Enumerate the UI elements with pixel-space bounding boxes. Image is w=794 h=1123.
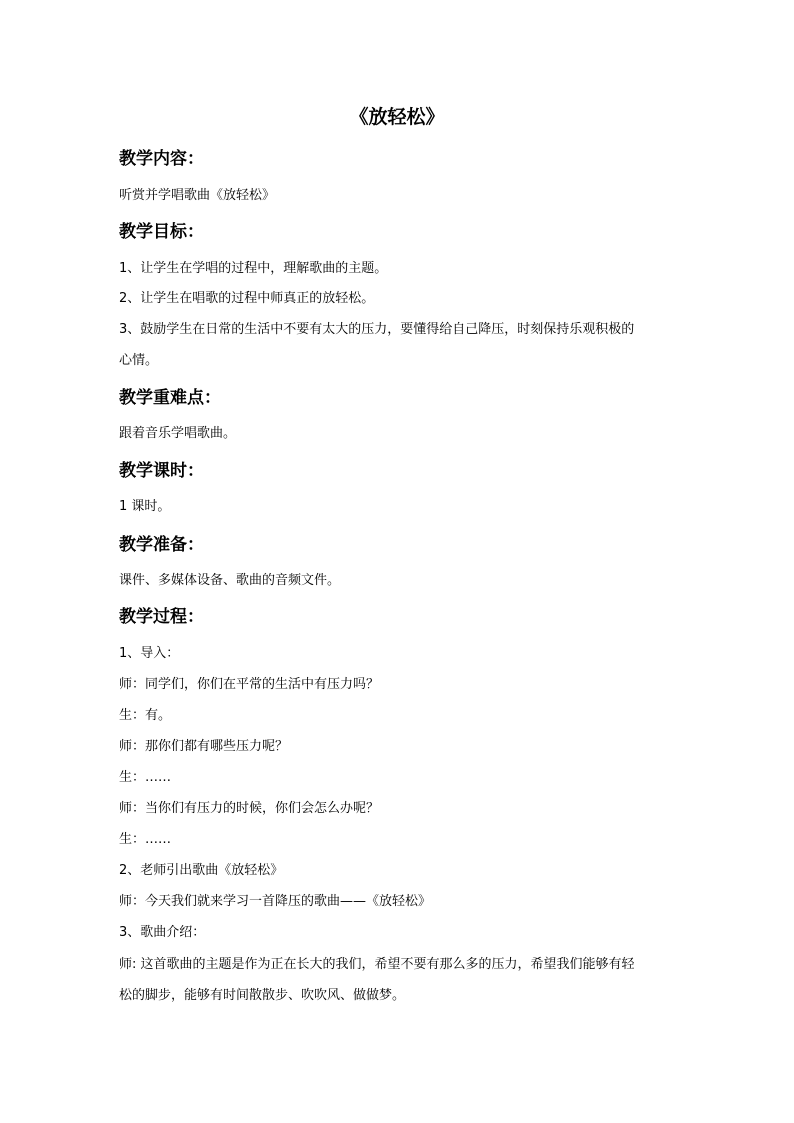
goal-line: 1、让学生在学唱的过程中，理解歌曲的主题。 — [119, 261, 388, 276]
process-line: 生：有。 — [119, 708, 172, 723]
heading-teaching-content: 教学内容： — [119, 149, 204, 169]
process-line: 师：当你们有压力的时候，你们会怎么办呢？ — [119, 801, 380, 816]
goal-line: 3、鼓励学生在日常的生活中不要有太大的压力，要懂得给自己降压，时刻保持乐观积极的 — [119, 322, 635, 337]
process-line: 师：今天我们就来学习一首降压的歌曲——《放轻松》 — [119, 894, 432, 909]
process-line: 师：那你们都有哪些压力呢？ — [119, 739, 289, 754]
process-line: 生：…… — [119, 770, 172, 785]
heading-teaching-process: 教学过程： — [119, 607, 204, 627]
key-point-line: 跟着音乐学唱歌曲。 — [119, 426, 237, 441]
process-line: 3、歌曲介绍： — [119, 925, 206, 940]
document-title: 《放轻松》 — [349, 106, 445, 128]
process-line: 生：…… — [119, 832, 172, 847]
process-line: 师: 这首歌曲的主题是作为正在长大的我们，希望不要有那么多的压力，希望我们能够有轻 — [119, 957, 635, 972]
content-line: 听赏并学唱歌曲《放轻松》 — [119, 188, 276, 203]
process-line: 松的脚步，能够有时间散散步、吹吹风、做做梦。 — [119, 988, 406, 1003]
process-line: 师：同学们，你们在平常的生活中有压力吗？ — [119, 677, 380, 692]
heading-preparation: 教学准备： — [119, 535, 204, 555]
goal-line: 2、让学生在唱歌的过程中师真正的放轻松。 — [119, 291, 375, 306]
heading-class-hours: 教学课时： — [119, 461, 204, 481]
process-line: 2、老师引出歌曲《放轻松》 — [119, 863, 284, 878]
goal-line: 心情。 — [119, 353, 159, 368]
heading-teaching-goals: 教学目标： — [119, 222, 204, 242]
heading-key-points: 教学重难点： — [119, 388, 221, 408]
hours-line: 1 课时。 — [119, 499, 171, 514]
process-line: 1、导入： — [119, 646, 180, 661]
preparation-line: 课件、多媒体设备、歌曲的音频文件。 — [119, 573, 341, 588]
